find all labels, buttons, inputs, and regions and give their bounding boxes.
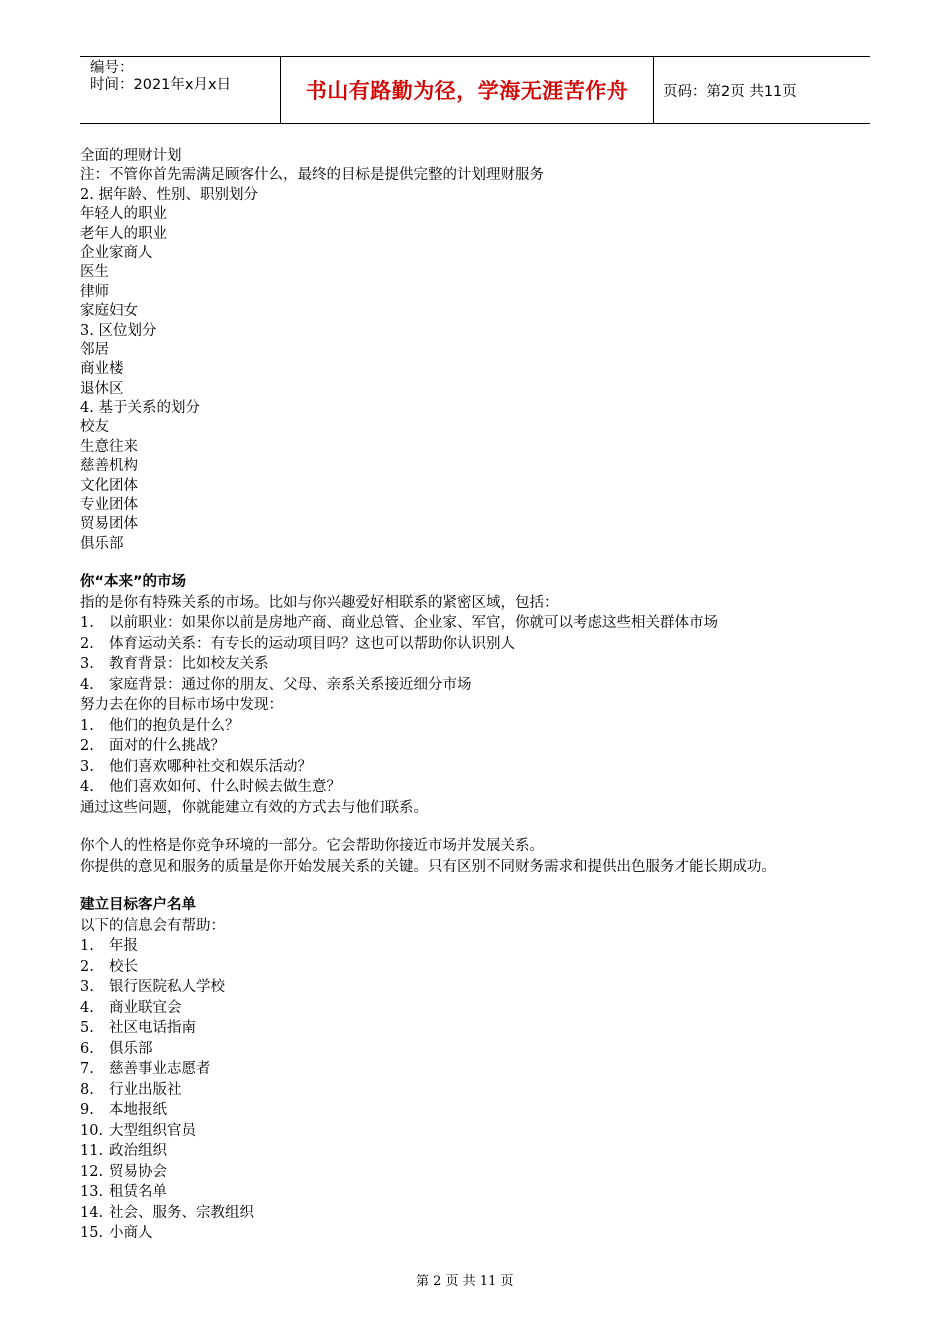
list-number: 4. <box>80 676 94 693</box>
list-item <box>80 1162 890 1183</box>
list-number: 1. <box>80 938 94 955</box>
list-number: 2. <box>80 635 94 652</box>
paragraph: 你个人的性格是你竞争环境的一部分。它会帮助你接近市场并发展关系。 <box>80 838 544 855</box>
text-line: 老年人的职业 <box>80 225 167 242</box>
list-item <box>80 736 890 757</box>
list-text: 社会、服务、宗教组织 <box>109 1204 254 1221</box>
list-number: 10. <box>80 1122 104 1139</box>
text-line: 慈善机构 <box>80 458 138 475</box>
text-line: 校友 <box>80 419 109 436</box>
list-number: 1. <box>80 615 94 632</box>
effort-intro: 努力去在你的目标市场中发现： <box>80 697 283 714</box>
list-number: 3. <box>80 979 94 996</box>
text-line: 文化团体 <box>80 477 138 494</box>
document-header <box>80 56 870 124</box>
list-number: 9. <box>80 1102 94 1119</box>
list-text: 社区电话指南 <box>109 1020 196 1037</box>
text-line: 企业家商人 <box>80 244 153 261</box>
list-text: 贸易协会 <box>109 1163 167 1180</box>
list-item <box>80 957 890 978</box>
text-line: 专业团体 <box>80 497 138 514</box>
header-meta <box>80 57 280 123</box>
text-line: 2. 据年龄、性别、职别划分 <box>80 186 258 203</box>
list-number: 2. <box>80 738 94 755</box>
list-text: 租赁名单 <box>109 1184 167 1201</box>
conclusion-text: 通过这些问题，你就能建立有效的方式去与他们联系。 <box>80 799 428 816</box>
list-text: 小商人 <box>109 1225 153 1242</box>
text-line: 退休区 <box>80 380 124 397</box>
page-footer: 第 2 页 共 11 页 <box>416 1274 514 1289</box>
time-label: 时间：2021年x月x日 <box>90 77 232 93</box>
spacer <box>80 818 890 836</box>
text-line: 年轻人的职业 <box>80 206 167 223</box>
list-text: 他们喜欢如何、什么时候去做生意？ <box>109 779 341 796</box>
list-text: 政治组织 <box>109 1143 167 1160</box>
list-number: 5. <box>80 1020 94 1037</box>
list-item <box>80 716 890 737</box>
header-motto: 书山有路勤为径，学海无涯苦作舟 <box>280 57 654 123</box>
list-text: 校长 <box>109 958 138 975</box>
section-heading: 建立目标客户名单 <box>80 897 196 914</box>
list-text: 面对的什么挑战？ <box>109 738 225 755</box>
list-item <box>80 998 890 1019</box>
list-number: 13. <box>80 1184 104 1201</box>
list-item <box>80 634 890 655</box>
text-line: 律师 <box>80 283 109 300</box>
section-intro: 指的是你有特殊关系的市场。比如与你兴趣爱好相联系的紧密区域，包括： <box>80 594 559 611</box>
list-item <box>80 757 890 778</box>
text-line: 贸易团体 <box>80 516 138 533</box>
paragraph: 你提供的意见和服务的质量是你开始发展关系的关键。只有区别不同财务需求和提供出色服务才能长期成功。 <box>80 858 776 875</box>
list-number: 3. <box>80 656 94 673</box>
list-text: 年报 <box>109 938 138 955</box>
list-text: 本地报纸 <box>109 1102 167 1119</box>
list-number: 4. <box>80 779 94 796</box>
list-text: 他们喜欢哪种社交和娱乐活动？ <box>109 758 312 775</box>
spacer <box>80 877 890 895</box>
list-item <box>80 1080 890 1101</box>
list-item <box>80 654 890 675</box>
list-text: 俱乐部 <box>109 1040 153 1057</box>
list-item <box>80 1059 890 1080</box>
list-number: 4. <box>80 999 94 1016</box>
list-item <box>80 936 890 957</box>
text-line: 家庭妇女 <box>80 303 138 320</box>
list-number: 11. <box>80 1143 104 1160</box>
list-number: 3. <box>80 758 94 775</box>
section-intro: 以下的信息会有帮助： <box>80 917 225 934</box>
text-line: 3. 区位划分 <box>80 322 157 339</box>
list-item <box>80 1018 890 1039</box>
text-line: 邻居 <box>80 341 109 358</box>
list-number: 12. <box>80 1163 104 1180</box>
text-line: 商业楼 <box>80 361 124 378</box>
section-natural-market <box>80 572 890 877</box>
list-text: 行业出版社 <box>109 1081 182 1098</box>
list-number: 6. <box>80 1040 94 1057</box>
list-text: 家庭背景：通过你的朋友、父母、亲系关系接近细分市场 <box>109 676 472 693</box>
spacer <box>80 554 890 572</box>
list-item <box>80 1121 890 1142</box>
number-label: 编号： <box>90 60 134 76</box>
list-text: 慈善事业志愿者 <box>109 1061 211 1078</box>
list-text: 商业联宜会 <box>109 999 182 1016</box>
list-text: 银行医院私人学校 <box>109 979 225 996</box>
list-item <box>80 613 890 634</box>
list-item <box>80 1223 890 1244</box>
list-text: 体育运动关系：有专长的运动项目吗？这也可以帮助你认识别人 <box>109 635 515 652</box>
list-item <box>80 1203 890 1224</box>
list-number: 15. <box>80 1225 104 1242</box>
list-item <box>80 777 890 798</box>
list-item <box>80 977 890 998</box>
list-number: 2. <box>80 958 94 975</box>
list-item <box>80 1039 890 1060</box>
list-text: 他们的抱负是什么？ <box>109 717 240 734</box>
list-number: 7. <box>80 1061 94 1078</box>
section-segmentation <box>80 147 890 554</box>
document-body <box>80 147 890 1244</box>
text-line: 注：不管你首先需满足顾客什么，最终的目标是提供完整的计划理财服务 <box>80 167 544 184</box>
list-number: 8. <box>80 1081 94 1098</box>
list-number: 1. <box>80 717 94 734</box>
list-number: 14. <box>80 1204 104 1221</box>
text-line: 全面的理财计划 <box>80 148 182 164</box>
list-item <box>80 1141 890 1162</box>
header-page-info: 页码：第2页 共11页 <box>663 83 797 100</box>
list-item <box>80 675 890 696</box>
list-text: 以前职业：如果你以前是房地产商、商业总管、企业家、军官，你就可以考虑这些相关群体市场 <box>109 615 718 632</box>
text-line: 俱乐部 <box>80 535 124 552</box>
list-item <box>80 1182 890 1203</box>
section-target-list <box>80 895 890 1244</box>
list-text: 教育背景：比如校友关系 <box>109 656 269 673</box>
text-line: 医生 <box>80 264 109 281</box>
list-text: 大型组织官员 <box>109 1122 196 1139</box>
section-heading: 你“本来”的市场 <box>80 574 187 591</box>
list-item <box>80 1100 890 1121</box>
text-line: 生意往来 <box>80 438 138 455</box>
text-line: 4. 基于关系的划分 <box>80 400 200 417</box>
